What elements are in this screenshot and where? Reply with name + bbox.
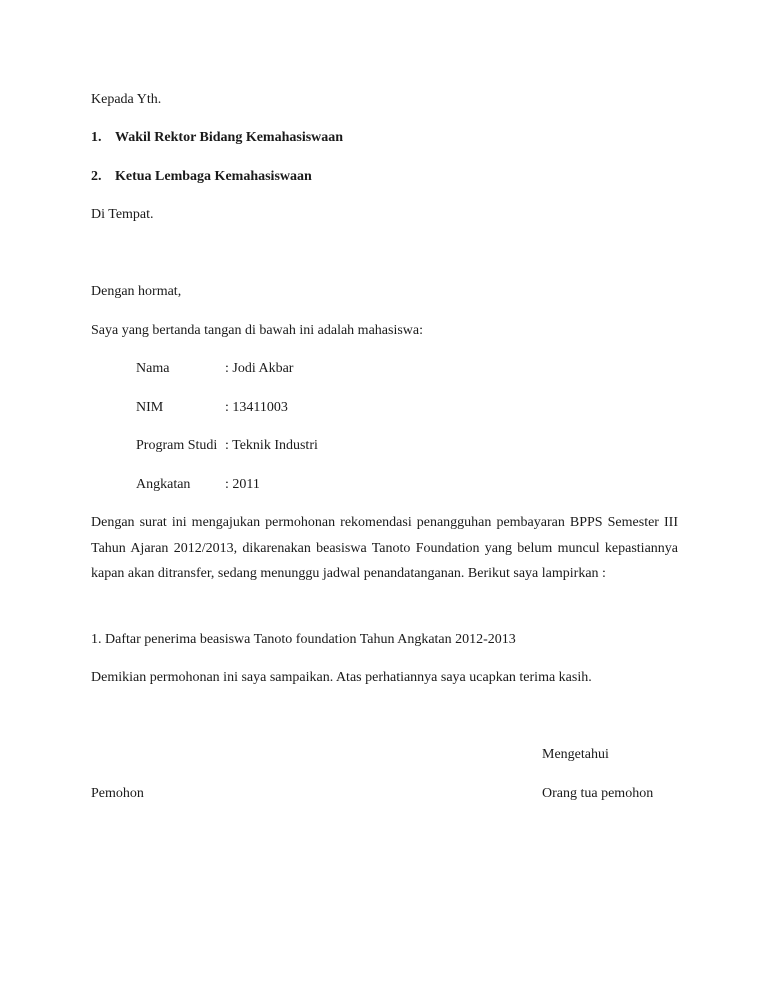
attachment-item: 1. Daftar penerima beasiswa Tanoto foundation Tahun Angkatan 2012-2013 <box>91 632 516 647</box>
field-angkatan <box>136 476 260 494</box>
recipient-1 <box>91 129 343 147</box>
recipient-2-name: Ketua Lembaga Kemahasiswaan <box>115 169 312 184</box>
field-nim <box>136 399 288 417</box>
recipient-1-name: Wakil Rektor Bidang Kemahasiswaan <box>115 130 344 145</box>
applicant-label: Pemohon <box>91 786 144 801</box>
acknowledged-label: Mengetahui <box>542 747 609 762</box>
field-label: Program Studi <box>136 438 218 453</box>
intro-text: Saya yang bertanda tangan di bawah ini adalah mahasiswa: <box>91 323 423 338</box>
recipient-2-number: 2. <box>91 169 102 184</box>
salutation-to: Kepada Yth. <box>91 92 162 107</box>
field-label: Nama <box>136 361 170 376</box>
field-value: : 13411003 <box>225 400 288 415</box>
recipient-2 <box>91 168 312 186</box>
field-value: : Jodi Akbar <box>225 361 294 376</box>
field-value: : 2011 <box>225 477 260 492</box>
closing-text: Demikian permohonan ini saya sampaikan. Atas perhatiannya saya ucapkan terima kasih. <box>91 670 592 685</box>
body-paragraph: Dengan surat ini mengajukan permohonan rekomendasi penangguhan pembayaran BPPS Semester III Tahun Ajaran 2012/2013, dikarenakan beasiswa Tanoto Foundation yang belum muncul kepastiannya kapan akan ditransfer, sedang menunggu jadwal penandatanganan. Berikut saya lampirkan : <box>91 515 678 581</box>
field-nama <box>136 360 293 378</box>
parent-label: Orang tua pemohon <box>542 786 654 801</box>
field-label: NIM <box>136 400 164 415</box>
greeting: Dengan hormat, <box>91 284 182 299</box>
place: Di Tempat. <box>91 207 154 222</box>
field-value: : Teknik Industri <box>225 438 318 453</box>
recipient-1-number: 1. <box>91 130 102 145</box>
field-label: Angkatan <box>136 477 191 492</box>
field-program-studi <box>136 437 318 455</box>
